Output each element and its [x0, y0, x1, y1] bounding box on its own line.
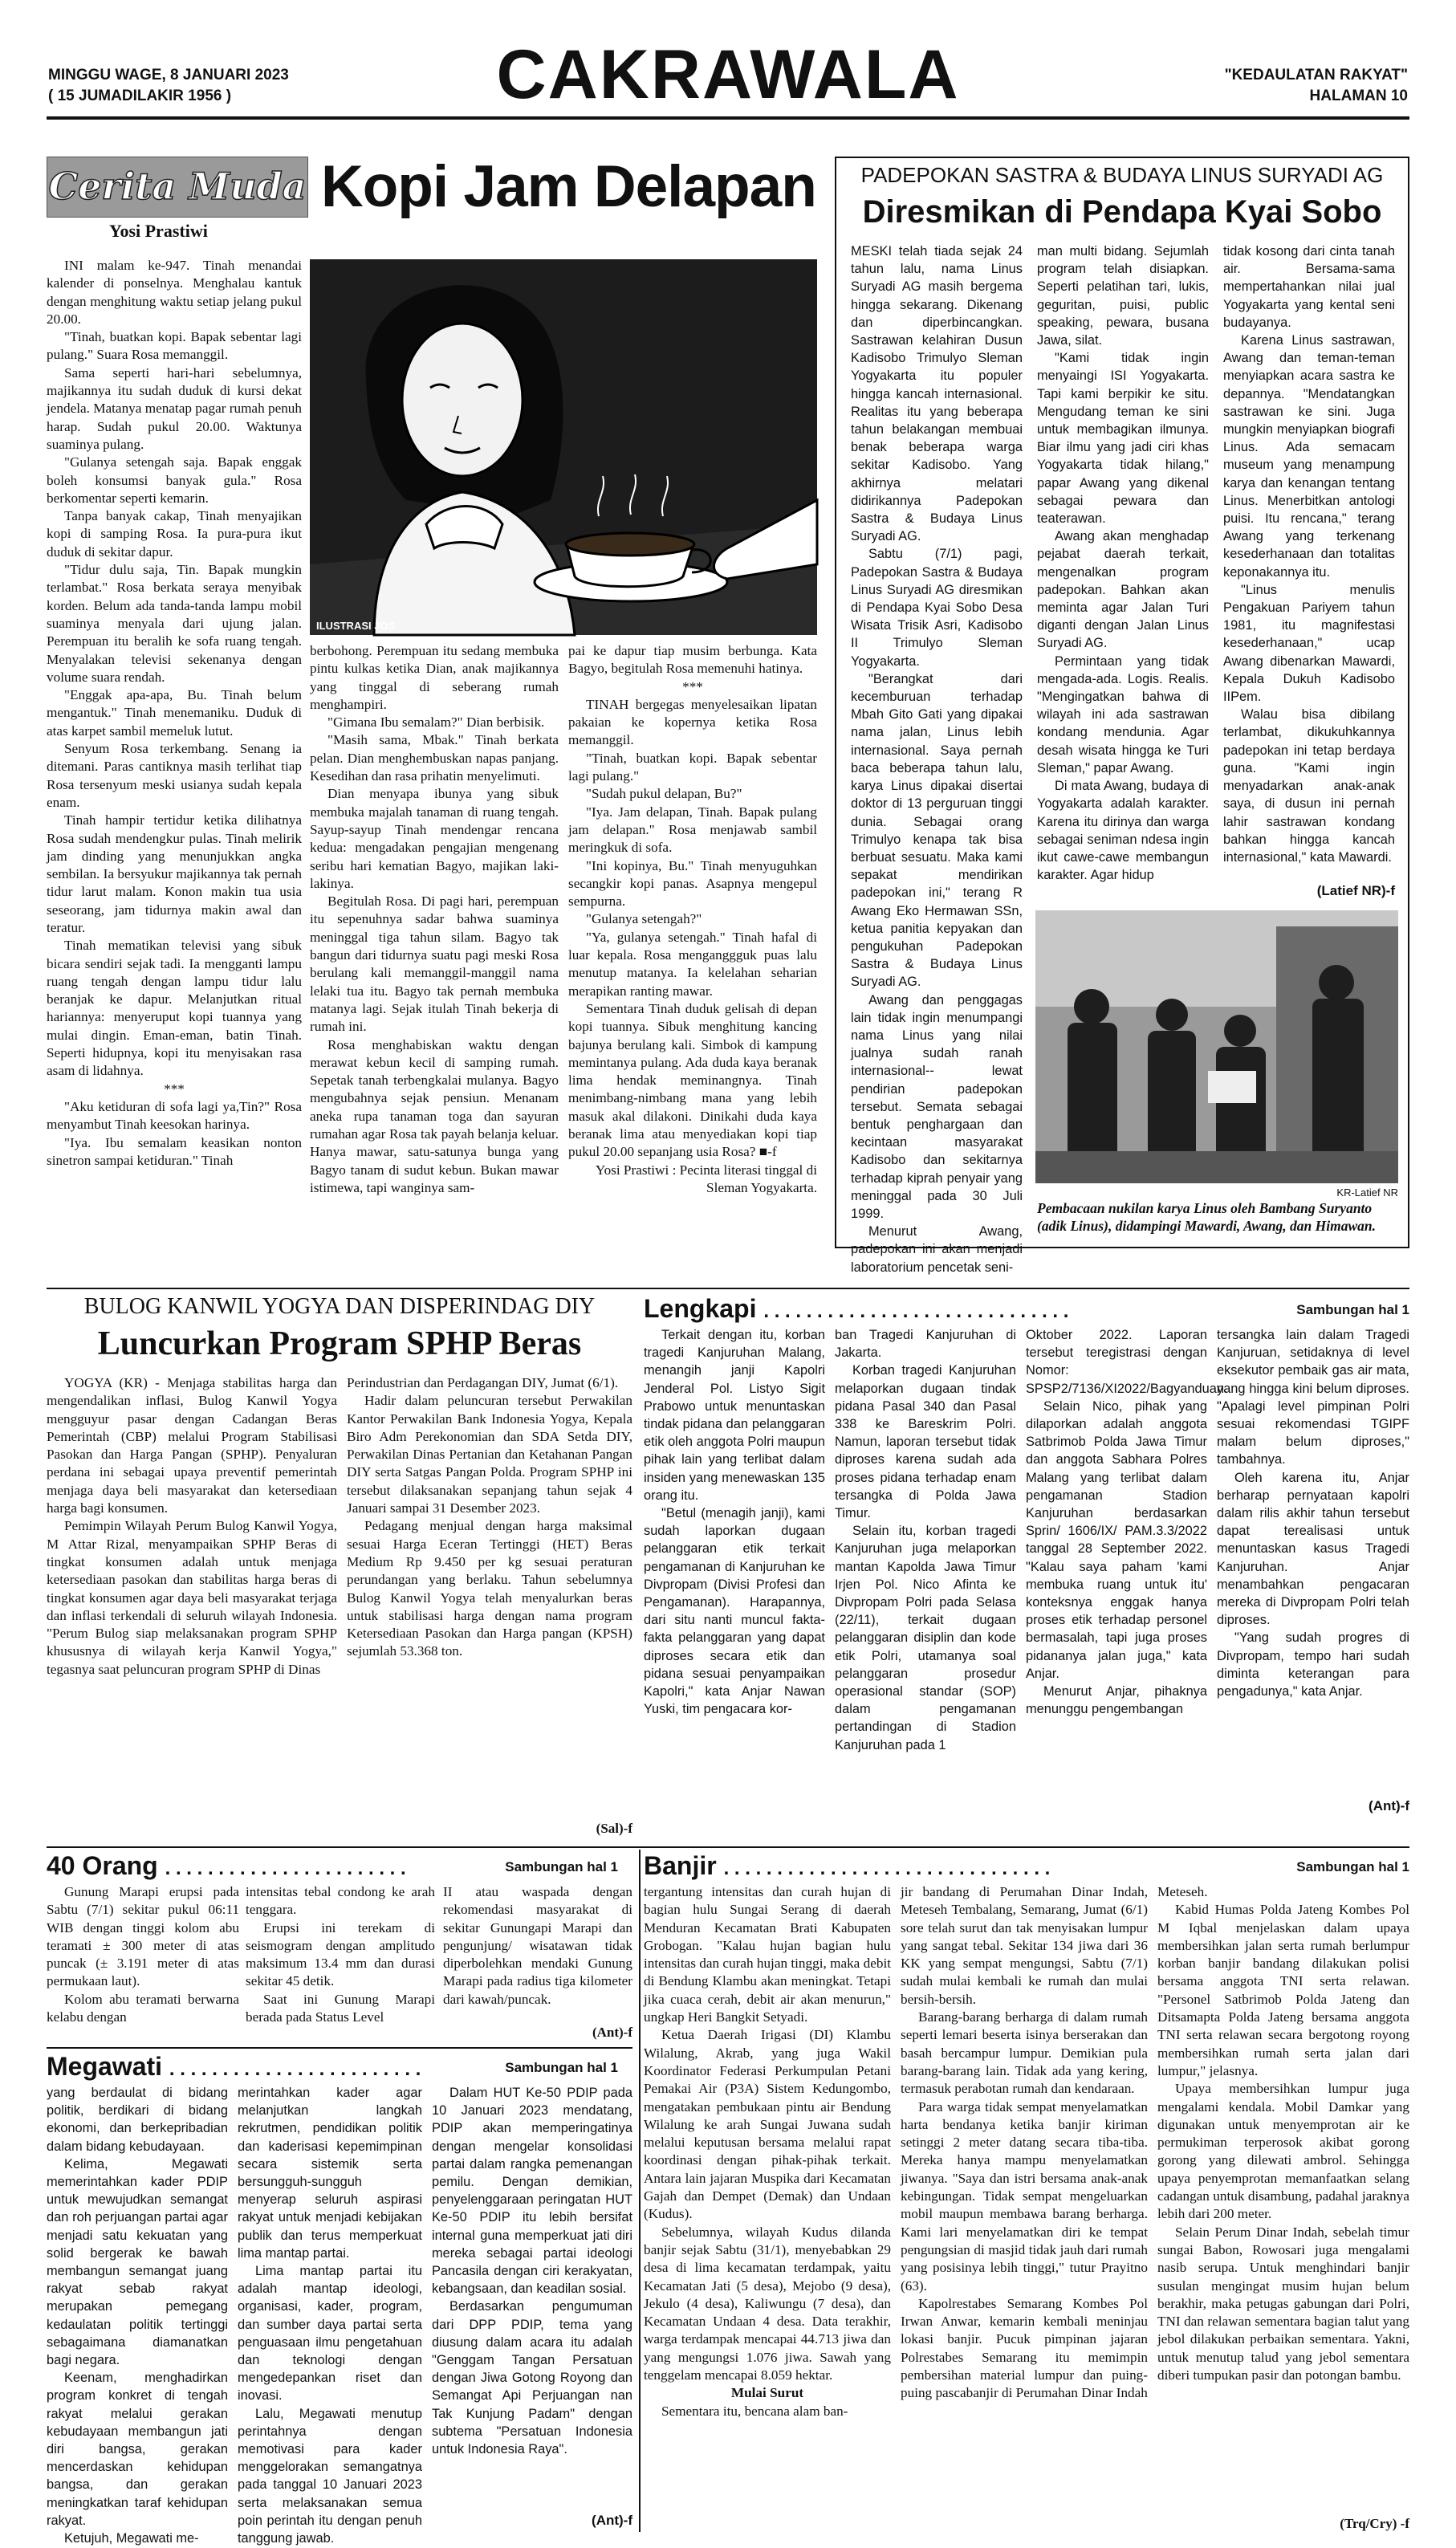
- article-paragraph: Saat ini Gunung Marapi berada pada Status Level: [246, 1991, 435, 2025]
- story-paragraph: Begitulah Rosa. Di pagi hari, perempuan itu sepenuhnya sadar bahwa suaminya meninggal tiga tahun silam. Bagyo tak bangun dari tidurnya suatu pagi meski Rosa berulang kali memanggil-manggil nama lelaki tua itu. Bagyo tak pernah membuka matanya lagi. Sejak itulah Tinah bekerja di rumah ini.: [310, 893, 559, 1035]
- article-paragraph: Terkait dengan itu, korban tragedi Kanjuruhan Malang, menangih janji Kapolri Jenderal Pol. Listyo Sigit Prabowo untuk menuntaskan tindak pidana dan pelanggaran etik oleh anggota Polri maupun pihak lain yang terlibat dalam insiden yang menewaskan 135 orang itu.: [644, 1328, 825, 1503]
- orang40-title-text: 40 Orang: [47, 1851, 158, 1880]
- page-number: HALAMAN 10: [1309, 88, 1408, 104]
- story-paragraph: "Sudah pukul delapan, Bu?": [586, 786, 742, 802]
- megawati-column-2: [238, 2084, 422, 2546]
- article-paragraph: merintahkan kader agar melanjutkan langkah rekrutmen, pendidikan politik dan kaderisasi kepemimpinan secara sistemik serta bersungguh-sungguh menyerap seluruh aspirasi rakyat untuk menjadi kebijakan publik dan terus memperkuat lima mantap partai.: [238, 2086, 422, 2261]
- article-paragraph: II atau waspada dengan rekomendasi masyarakat di sekitar Gunungapi Marapi dan pengunjung/ wisatawan tidak diperbolehkan mendaki Gunung Marapi pada radius tiga kilometer dari kawah/puncak.: [443, 1884, 632, 2007]
- story-column-3: [568, 642, 817, 1248]
- banjir-title-text: Banjir: [644, 1851, 717, 1880]
- article-paragraph: Sebelumnya, wilayah Kudus dilanda banjir sejak Sabtu (31/1), menyebabkan 29 desa di lima kecamatan terdampak, yaitu Kecamatan Jati (5 desa), Mejobo (9 desa), Jekulo (4 desa), Kaliwungu (7 desa), dan Kecamatan Undaan 4 desa. Data terakhir, warga terdampak mencapai 44.713 jiwa dan yang mengungsi 1.076 jiwa. Sawah yang tenggelam mencapai 8.059 hektar.: [644, 2224, 891, 2383]
- article-paragraph: Hadir dalam peluncuran tersebut Perwakilan Kantor Perwakilan Bank Indonesia Yogya, Kepala Biro Adm Perekonomian dan SDA Setda DIY, Perwakilan Dinas Pertanian dan Ketahanan Pangan DIY serta Satgas Pangan Polda. Program SPHP ini tersebut dilaksanakan sepanjang tahun sejak 4 Januari sampai 31 Desember 2023.: [347, 1393, 632, 1516]
- padepokan-column-2: [1037, 242, 1209, 905]
- article-paragraph: Pedagang menjual dengan harga maksimal sesuai Harga Eceran Tertinggi (HET) Beras Medium Rp 9.450 per kg sesuai peraturan perundangan yang berlaku. Tahun sebelumnya Bulog Kanwil Yogya telah menyalurkan beras untuk stabilisasi harga dengan nama program Ketersediaan Pasokan dan Harga pangan (KPSH) sejumlah 53.368 ton.: [347, 1518, 632, 1659]
- article-paragraph: Selain Nico, pihak yang dilaporkan adalah anggota Satbrimob Polda Jawa Timur dan anggota Sabhara Polres Malang yang terlibat dalam pengamanan Stadion Kanjuruhan berdasarkan Sprin/ 1606/IX/ PAM.3.3/2022 tanggal 28 September 2022. "Kalau saya paham 'kami membuka ruang untuk itu' konteksnya enggak hanya proses etik terhadap personel bermasalah, tapi juga proses pidananya jalan juga," kata Anjar.: [1026, 1398, 1207, 1681]
- story-paragraph: Tanpa banyak cakap, Tinah menyajikan kopi di samping Rosa. Ia pura-pura ikut duduk di sekitar dapur.: [47, 508, 302, 560]
- motto: "KEDAULATAN RAKYAT": [1224, 67, 1408, 83]
- article-paragraph: Sabtu (7/1) pagi, Padepokan Sastra & Budaya Linus Suryadi AG diresmikan di Pendapa Kyai Sobo Desa Wisata Trisik Asri, Kadisobo II Trimulyo Sleman Yogyakarta.: [851, 547, 1023, 669]
- article-paragraph: Awang dan penggagas lain tidak ingin menumpangi nama Linus yang nilai jualnya sudah ranah internasional-- lewat pendirian padepokan tersebut. Semata sebagai bentuk penghargaan dan kecintaan masyarakat Kadisobo dan sekitarnya terhadap kiprah penyair yang meninggal pada 30 Juli 1999.: [851, 992, 1023, 1221]
- story-paragraph: "Tidur dulu saja, Tin. Bapak mungkin terlambat." Rosa berkata seraya menyibak korden. Belum ada tanda-tanda lampu mobil suaminya menyala dari ujung jalan. Perempuan itu beralih ke sofa ruang tengah. Menyalakan televisi sekenanya dengan volume suara rendah.: [47, 562, 302, 685]
- section-break: ***: [164, 1081, 185, 1097]
- illustration-credit: ILUSTRASI JOS: [316, 620, 396, 632]
- megawati-title-text: Megawati: [47, 2052, 163, 2081]
- article-paragraph: ban Tragedi Kanjuruhan di Jakarta.: [835, 1328, 1016, 1361]
- story-paragraph: Rosa menghabiskan waktu dengan merawat kebun kecil di samping rumah. Sepetak tanah terbengkalai mulanya. Bagyo mengubahnya sejak pensiun. Menanam aneka rupa tanaman toga dan sayuran rumahan agar Rosa tak payah belanja keluar. Hanya mawar, satu-satunya bunga yang Bagyo tanam di sudut kebun. Bukan mawar istimewa, tapi wanginya sam-: [310, 1036, 559, 1195]
- lengkapi-signature: (Ant)-f: [1369, 1798, 1409, 1813]
- story-paragraph: TINAH bergegas menyelesaikan lipatan pakaian ke kopernya ketika Rosa memanggil.: [568, 696, 817, 748]
- banjir-title: [644, 1850, 1266, 1885]
- story-column-1: [47, 257, 302, 1248]
- lengkapi-continued: Sambungan hal 1: [1296, 1302, 1409, 1317]
- sphp-column-1: [47, 1374, 337, 1840]
- section-break: ***: [682, 678, 703, 694]
- article-paragraph: "Linus menulis Pengakuan Pariyem tahun 1981, itu magnifestasi kesederhanaan," ucap Awang dibenarkan Mawardi, Kepala Dukuh Kadisobo IIPem.: [1223, 582, 1395, 705]
- lengkapi-column-1: [644, 1326, 825, 1840]
- story-title: Kopi Jam Delapan: [321, 154, 816, 219]
- sphp-kicker: BULOG KANWIL YOGYA DAN DISPERINDAG DIY: [83, 1294, 596, 1319]
- story-paragraph: pai ke dapur tiap musim berbunga. Kata Bagyo, begitulah Rosa memenuhi hatinya.: [568, 643, 817, 677]
- article-paragraph: Awang akan menghadap pejabat daerah terkait, mengenalkan program padepokan. Bahkan akan meminta agar Jalan Turi diganti dengan Jalan Linus Suryadi AG.: [1037, 529, 1209, 651]
- story-paragraph: Sama seperti hari-hari sebelumnya, majikannya itu sudah duduk di kursi dekat jendela. Matanya menatap pagar rumah penuh harap. Sudah pukul 20.00. Waktunya suaminya pulang.: [47, 364, 302, 452]
- article-paragraph: Berdasarkan pengumuman dari DPP PDIP, tema yang diusung dalam acara itu adalah "Genggam Tangan Persatuan dengan Jiwa Gotong Royong dan Semangat Api Perjuangan nan Tak Kunjung Padam" dengan subtema "Persatuan Indonesia untuk Indonesia Raya".: [432, 2299, 632, 2457]
- banjir-column-2: [901, 1883, 1148, 2534]
- story-paragraph: "Tinah, buatkan kopi. Bapak sebentar lagi pulang.": [568, 750, 817, 784]
- article-paragraph: Kabid Humas Polda Jateng Kombes Pol M Iqbal menjelaskan dalam upaya membersihkan jalan serta rumah berlumpur korban banjir bandang dilakukan polisi bersama anggota TNI serta relawan. "Personel Satbrimob Polda Jateng dan Ditsamapta Polda Jateng bersama anggota TNI serta relawan secara bergotong royong membersihkan rumah serta jalan dari lumpur," jelasnya.: [1157, 1902, 1409, 2078]
- photo-caption: Pembacaan nukilan karya Linus oleh Bambang Suryanto (adik Linus), didampingi Mawardi, Awang, dan Himawan.: [1037, 1200, 1377, 1234]
- story-paragraph: "Ini kopinya, Bu." Tinah menyuguhkan secangkir kopi panas. Asapnya mengepul sempurna.: [568, 857, 817, 910]
- megawati-continued: Sambungan hal 1: [505, 2060, 618, 2075]
- banjir-column-3: [1157, 1883, 1409, 2517]
- article-paragraph: tergantung intensitas dan curah hujan di bagian hulu Sungai Serang di daerah Menduran Kecamatan Brati Kabupaten Grobogan. "Kalau hujan bagian hulu intensitas dan curah hujan tinggi, maka debit di Bendung Klambu akan meningkat. Tetapi jika cuaca cerah, debit air akan menurun," ungkap Heri Bangkit Setyadi.: [644, 1884, 891, 2025]
- article-paragraph: Selain Perum Dinar Indah, sebelah timur sungai Babon, Rowosari juga mengalami nasib serupa. Untuk menghindari banjir susulan mengingat musim hujan belum berakhir, maka petugas gabungan dari Polri, TNI dan relawan sementara bagian talut yang jebol dilakukan perbaikan sementara. Yakni, untuk menutup talud yang jebol sementara diberi tumpukan pasir dan potongan bambu.: [1157, 2224, 1409, 2383]
- article-paragraph: "Yang sudah progres di Divpropam, tempo hari sudah diminta keterangan para pengadunya," kata Anjar.: [1217, 1630, 1409, 1699]
- header-rule: [47, 116, 1409, 120]
- article-paragraph: Kapolrestabes Semarang Kombes Pol Irwan Anwar, kemarin kembali meninjau lokasi banjir. Pucuk pimpinan jajaran Polrestabes Semarang itu memimpin pembersihan material lumpur dan puing-puing pascabanjir di Perumahan Dinar Indah: [901, 2295, 1148, 2401]
- photo-credit: KR-Latief NR: [1336, 1186, 1398, 1199]
- article-paragraph: Karena Linus sastrawan, Awang dan teman-teman menyiapkan acara sastra ke depannya. "Mendatangkan sastrawan ke sini. Juga mungkin menyiapkan biografi Linus. Ada semacam museum yang menampung karya dan kenangan tentang Linus. Menerbitkan antologi puisi. Itu rencana," terang Awang yang terkenang kesederhanaan dan totalitas keponakannya itu.: [1223, 333, 1395, 580]
- rubric-badge: [47, 157, 308, 218]
- subheading: Mulai Surut: [730, 2385, 804, 2401]
- leader-dots: . . . . . . . . . . . . . . . . . . . . . . . . . . . . .: [763, 1300, 1069, 1322]
- article-paragraph: MESKI telah tiada sejak 24 tahun lalu, nama Linus Suryadi AG masih bergema hingga sekarang. Dikenang dan diperbincangkan. Sastrawan kelahiran Dusun Kadisobo Trimulyo Sleman Yogyakarta itu populer hingga kancah internasional. Realitas itu yang beberapa tahun belakangan membuai benak beberapa warga sekitar Kadisobo. Yang akhirnya melatari didirikannya Padepokan Sastra & Budaya Linus Suryadi AG.: [851, 244, 1023, 544]
- orang40-column-1: [47, 1883, 239, 2044]
- lengkapi-title: [644, 1292, 1266, 1328]
- article-paragraph: Kelima, Megawati memerintahkan kader PDIP untuk mewujudkan semangat dan roh perjuangan partai agar menjadi satu kekuatan yang solid bergerak ke bawah membangun semangat juang rakyat sebab rakyat merupakan pemegang kedaulatan politik tertinggi sebagaimana diamanatkan bagi negara.: [47, 2156, 228, 2368]
- sphp-column-2: [347, 1374, 632, 1840]
- article-paragraph: Lalu, Megawati menutup perintahnya dengan memotivasi para kader menggelorakan semangatnya pada tanggal 10 Januari 2023 serta melaksanakan semua poin perintah itu dengan penuh tanggung jawab.: [238, 2406, 422, 2546]
- story-paragraph: berbohong. Perempuan itu sedang membuka pintu kulkas ketika Dian, anak majikannya yang tinggal di seberang rumah menghampiri.: [310, 643, 559, 712]
- section-rule: [47, 1288, 1409, 1289]
- article-paragraph: Pemimpin Wilayah Perum Bulog Kanwil Yogya, M Attar Rizal, menyampaikan SPHP Beras di tingkat konsumen adalah untuk menjaga ketersediaan pasokan dan stabilitas harga beras di tingkat konsumen agar daya beli masyarakat terjaga dan inflasi terkendali di seluruh wilayah Indonesia. "Perum Bulog siap melaksanakan program SPHP khususnya di wilayah kerja Kanwil Yogya," tegasnya saat peluncuran program SPHP di Dinas: [47, 1518, 337, 1677]
- story-paragraph: "Aku ketiduran di sofa lagi ya,Tin?" Rosa menyambut Tinah keesokan harinya.: [47, 1098, 302, 1133]
- article-paragraph: yang berdaulat di bidang politik, berdikari di bidang ekonomi, dan berkepribadian dalam bidang kebudayaan.: [47, 2086, 228, 2154]
- article-paragraph: YOGYA (KR) - Menjaga stabilitas harga dan mengendalikan inflasi, Bulog Kanwil Yogya mengguyur pasar dengan Cadangan Beras Pemerintah (CBP) melalui Program Stabilisasi Pasokan dan Harga Pangan (SPHP). Penyaluran perdana ini sebagai upaya preventif pemerintah menjaga daya beli masyarakat dan ketersediaan harga bagi konsumen.: [47, 1375, 337, 1516]
- padepokan-title: Diresmikan di Pendapa Kyai Sobo: [862, 194, 1382, 230]
- article-paragraph: Menurut Anjar, pihaknya menunggu pengembangan: [1026, 1684, 1207, 1717]
- article-paragraph: Meteseh.: [1157, 1884, 1208, 1899]
- article-paragraph: man multi bidang. Sejumlah program telah disiapkan. Seperti pelatihan tari, lukis, geguritan, puisi, public speaking, pewara, busana Jawa, silat.: [1037, 244, 1209, 348]
- article-paragraph: Barang-barang berharga di dalam rumah seperti lemari beserta isinya berserakan dan basah bercampur lumpur. Demikian pula barang-barang lain. Tidak ada yang kering, termasuk perabotan rumah dan kendaraan.: [901, 2009, 1148, 2097]
- article-paragraph: Ketujuh, Megawati me-: [64, 2531, 199, 2546]
- article-paragraph: tidak kosong dari cinta tanah air. Bersama-sama mempertahankan nilai jual Yogyakarta yang kental seni budayanya.: [1223, 244, 1395, 330]
- article-paragraph: Menurut Awang, padepokan ini akan menjadi laboratorium pencetak seni-: [851, 1224, 1023, 1275]
- banjir-column-1: [644, 1883, 891, 2534]
- article-paragraph: Di mata Awang, budaya di Yogyakarta adalah karakter. Karena itu dirinya dan warga sebagai seniman ndesa ingin ikut cawe-cawe membangun karakter. Agar hidup: [1037, 779, 1209, 883]
- story-paragraph: "Masih sama, Mbak." Tinah berkata pelan. Dian menghembuskan napas panjang. Kesedihan dan rasa prihatin menyelimuti.: [310, 732, 559, 784]
- author-bio: Yosi Prastiwi : Pecinta literasi tinggal di Sleman Yogyakarta.: [595, 1162, 817, 1195]
- lengkapi-column-4: [1217, 1326, 1409, 1792]
- article-paragraph: "Berangkat dari kecemburuan terhadap Mbah Gito Gati yang dipakai nama jalan, Linus lebih internasional. Saya pernah baca beberapa tahun lalu, karya Linus dipakai disertai doktor di 13 perguruan tinggi dunia. Sebagai orang Trimulyo kenapa tak bisa berbuat sesuatu. Maka kami sepakat mendirikan padepokan ini," terang R Awang Eko Hermawan SSn, ketua panitia kepyakan dan pengukuhan Padepokan Sastra & Budaya Linus Suryadi AG.: [851, 671, 1023, 990]
- megawati-column-3: [432, 2084, 632, 2517]
- orang40-column-2: [246, 1883, 435, 2044]
- article-paragraph: Selain itu, korban tragedi Kanjuruhan juga melaporkan mantan Kapolda Jawa Timur Irjen Pol. Nico Afinta ke Divpropam Polri pada Selasa (22/11), terkait dugaan pelanggaran disiplin dan kode etik Polri, utamanya soal pelanggaran prosedur operasional standar (SOP) dalam pengamanan pertandingan di Stadion Kanjuruhan pada 1: [835, 1524, 1016, 1752]
- article-paragraph: Walau bisa dibilang terlambat, dikukuhkannya padepokan ini tetap berdaya guna. "Kami ingin menyadarkan anak-anak saya, di dusun ini pernah lahir sastrawan kondang bahkan hingga kancah internasional," kata Mawardi.: [1223, 707, 1395, 865]
- sphp-signature: (Sal)-f: [596, 1821, 632, 1836]
- padepokan-signature: (Latief NR)-f: [1316, 883, 1395, 898]
- megawati-column-1: [47, 2084, 228, 2546]
- orang40-column-3: [443, 1883, 632, 2028]
- story-paragraph: "Iya. Jam delapan, Tinah. Bapak pulang jam delapan." Rosa menjawab sambil meringkuk di sofa.: [568, 804, 817, 856]
- lengkapi-title-text: Lengkapi: [644, 1294, 757, 1323]
- article-paragraph: Gunung Marapi erupsi pada Sabtu (7/1) sekitar pukul 06:11 WIB dengan tinggi kolom abu teramati ± 300 meter di atas puncak (± 3.191 meter di atas permukaan laut).: [47, 1884, 239, 1989]
- article-paragraph: Para warga tidak sempat menyelamatkan harta bendanya ketika banjir kiriman setinggi 2 meter datang secara tiba-tiba. Mereka hanya mampu menyelamatkan jiwanya. "Saya dan istri bersama anak-anak kebingungan. Tidak sempat mengeluarkan mobil maupun membawa barang berharga. Kami lari menyelamatkan diri ke tempat pengungsian di masjid tidak jauh dari rumah yang posisinya lebih tinggi," tutur Prayitno (63).: [901, 2098, 1148, 2294]
- banjir-signature: (Trq/Cry) -f: [1340, 2516, 1409, 2531]
- article-paragraph: Kolom abu teramati berwarna kelabu dengan: [47, 1991, 239, 2025]
- story-paragraph: "Tinah, buatkan kopi. Bapak sebentar lagi pulang." Suara Rosa memanggil.: [47, 329, 302, 363]
- padepokan-photo: [1035, 910, 1398, 1183]
- lengkapi-column-2: [835, 1326, 1016, 1840]
- article-paragraph: Oleh karena itu, Anjar berharap pernyataan kapolri dalam rilis akhir tahun tersebut dapat terealisasi untuk menuntaskan kasus Tragedi Kanjuruhan. Anjar menambahkan pengacaran mereka di Divpropam Polri telah diproses.: [1217, 1470, 1409, 1628]
- story-paragraph: "Gulanya setengah?": [586, 911, 702, 927]
- article-paragraph: Ketua Daerah Irigasi (DI) Klambu Wilalung, Akrab, yang juga Wakil Koordinator Federasi Perkumpulan Petani Pemakai Air (P3A) Sistem Kedungombo, mengatakan pembukaan pintu air Bendung Wilalung ke arah Sungai Juwana sudah melalui keputusan bersama melalui rapat koordinasi dengan pihak-pihak terkait. Antara lain jajaran Muspika dari Kecamatan Gajah dan Dempet (Demak) dan Undaan (Kudus).: [644, 2027, 891, 2222]
- article-paragraph: "Kami tidak ingin menyaingi ISI Yogyakarta. Tapi kami berpikir ke situ. Mengudang teman ke sini untuk membagikan ilmunya. Biar ilmu yang jadi ciri khas Yogyakarta tidak hilang," papar Awang yang dikenal sebagai pewara dan teaterawan.: [1037, 351, 1209, 527]
- article-paragraph: Upaya membersihkan lumpur juga mengalami kendala. Mobil Damkar yang digunakan untuk menyemprotan air ke permukiman terperosok akibat gorong gorong yang dilewati ambrol. Sehingga upaya penyemprotan memanfaatkan selang cadangan untuk disambung, padahal jaraknya lebih dari 200 meter.: [1157, 2081, 1409, 2222]
- story-illustration: [310, 259, 817, 635]
- padepokan-kicker: PADEPOKAN SASTRA & BUDAYA LINUS SURYADI AG: [860, 163, 1384, 187]
- article-paragraph: Korban tragedi Kanjuruhan melaporkan dugaan tindak pidana Pasal 340 dan Pasal 338 ke Bareskrim Polri. Namun, laporan tersebut tidak diproses karena sudah ada proses pidana terhadap enam tersangka di Polda Jawa Timur.: [835, 1363, 1016, 1521]
- article-paragraph: intensitas tebal condong ke arah tenggara.: [246, 1884, 435, 1918]
- article-paragraph: Permintaan yang tidak mengada-ada. Logis. Realis. "Mengingatkan bahwa di wilayah ini ada sastrawan kondang mendunia. Agar desah wisata hingga ke Turi Sleman," papar Awang.: [1037, 653, 1209, 775]
- story-paragraph: "Gimana Ibu semalam?" Dian berbisik.: [327, 714, 545, 731]
- story-paragraph: "Ya, gulanya setengah." Tinah hafal di luar kepala. Rosa menganggguk puas lalu menutup matanya. Ia kelelahan seharian merapikan ranting mawar.: [568, 929, 817, 999]
- padepokan-column-1: [851, 242, 1023, 1275]
- megawati-signature: (Ant)-f: [592, 2513, 632, 2528]
- story-column-2: [310, 642, 559, 1248]
- rubric-label: Cerita Muda: [48, 165, 307, 208]
- article-paragraph: jir bandang di Perumahan Dinar Indah, Meteseh Tembalang, Semarang, Jumat (6/1) sore telah surut dan tak menyisakan lumpur yang sangat tebal. Sekitar 134 jiwa dari 36 KK yang sempat mengungsi, Sabtu (7/1) sudah mulai kembali ke rumah dan mulai bersih-bersih.: [901, 1884, 1148, 2007]
- story-paragraph: Tinah mematikan televisi yang sibuk bicara sendiri sejak tadi. Ia mengganti lampu ruang tengah dengan lampu tidur lalu beranjak ke dapur. Melanjutkan ritual hariannya: menyeruput kopi tuannya yang mulai dingin. Eman-eman, batin Tinah. Seperti hidupnya, kopi itu menyisakan rasa asam di lidahnya.: [47, 938, 302, 1079]
- padepokan-column-3: [1223, 242, 1395, 865]
- sphp-title: Luncurkan Program SPHP Beras: [97, 1325, 582, 1362]
- story-paragraph: Dian menyapa ibunya yang sibuk membuka majalah tanaman di ruang tengah. Sayup-sayup Tinah mendengar rencana kedua: mengadakan pengajian mengenang seribu hari kematian Bagyo, majikan laki-lakinya.: [310, 786, 559, 891]
- article-paragraph: Perindustrian dan Perdagangan DIY, Jumat (6/1).: [347, 1375, 619, 1390]
- article-paragraph: Dalam HUT Ke-50 PDIP pada 10 Januari 2023 mendatang, PDIP akan memperingatinya dengan mengelar konsolidasi partai dalam rangka pemenangan pemilu. Dengan demikian, penyelenggaraan peringatan HUT Ke-50 PDIP itu lebih bersifat internal guna memperkuat jati diri mereka sebagai partai ideologi Pancasila dengan ciri kerakyatan, kebangsaan, dan keadilan sosial.: [432, 2086, 632, 2297]
- column-rule: [639, 1850, 641, 2532]
- article-paragraph: Keenam, menghadirkan program konkret di tengah rakyat melalui gerakan kebudayaan membangun jati diri bangsa, gerakan mencerdaskan kehidupan bangsa, dan gerakan meningkatkan taraf kehidupan rakyat.: [47, 2371, 228, 2528]
- story-paragraph: "Gulanya setengah saja. Bapak enggak boleh konsumsi banyak gula." Rosa berkomentar seperti kemarin.: [47, 454, 302, 506]
- section-rule: [47, 1846, 1409, 1848]
- article-paragraph: Erupsi ini terekam di seismogram dengan amplitudo maksimum 13.4 mm dan durasi sekitar 45 detik.: [246, 1919, 435, 1989]
- leader-dots: . . . . . . . . . . . . . . . . . . . . . . . . . . . . . . .: [723, 1858, 1051, 1879]
- story-paragraph: "Enggak apa-apa, Bu. Tinah belum mengantuk." Tinah menemaniku. Duduk di atas karpet sambil memeluk lutut.: [47, 687, 302, 739]
- article-paragraph: tersangka lain dalam Tragedi Kanjuruan, setidaknya di level eksekutor pembaik gas air mata, yang hingga kini belum diproses. "Apalagi level pimpinan Polri sesuai rekomendasi TGIPF malam belum diproses," tambahnya.: [1217, 1328, 1409, 1467]
- story-paragraph: Tinah hampir tertidur ketika dilihatnya Rosa sudah mendengkur pulas. Tinah melirik jam dinding yang menunjukkan angka sembilan. Ia bersyukur majikannya tak pernah tidur larut malam. Konon makin tua usia seseorang, jam tidurnya makin awal dan teratur.: [47, 812, 302, 935]
- lengkapi-column-3: [1026, 1326, 1228, 1840]
- orang40-title: [47, 1850, 496, 1885]
- leader-dots: . . . . . . . . . . . . . . . . . . . . . . . .: [169, 2058, 421, 2080]
- story-paragraph: "Iya. Ibu semalam keasikan nonton sinetron sampai ketiduran." Tinah: [47, 1134, 302, 1168]
- orang40-continued: Sambungan hal 1: [505, 1859, 618, 1874]
- banjir-continued: Sambungan hal 1: [1296, 1859, 1409, 1874]
- edition-date: MINGGU WAGE, 8 JANUARI 2023: [48, 67, 289, 83]
- orang40-signature: (Ant)-f: [592, 2025, 632, 2040]
- section-rule: [47, 2047, 632, 2049]
- masthead: CAKRAWALA: [496, 36, 960, 113]
- article-paragraph: Lima mantap partai itu adalah mantap ideologi, organisasi, kader, program, dan sumber daya partai serta penguasaan ilmu pengetahuan dan teknologi dengan mengedepankan riset dan inovasi.: [238, 2264, 422, 2404]
- story-author: Yosi Prastiwi: [109, 221, 208, 241]
- story-paragraph: INI malam ke-947. Tinah menandai kalender di ponselnya. Menghalau kantuk dengan menghitung waktu setiap jelang pukul 20.00.: [47, 258, 302, 327]
- story-paragraph: Sementara Tinah duduk gelisah di depan kopi tuannya. Sibuk menghitung kancing bajunya berulang kali. Simbok di kampung memintanya pulang. Ada duda kaya beranak lima hendak meminangnya. Tinah menimbang-nimbang mana yang lebih masuk akal dilakoni. Dinikahi duda kaya beranak lima atau menyediakan kopi tiap pukul 20.00 sepanjang usia Rosa? ■-f: [568, 1000, 817, 1160]
- leader-dots: . . . . . . . . . . . . . . . . . . . . . . .: [165, 1858, 406, 1879]
- article-paragraph: Sementara itu, bencana alam ban-: [661, 2403, 848, 2419]
- hijri-date: ( 15 JUMADILAKIR 1956 ): [48, 88, 232, 104]
- article-paragraph: Oktober 2022. Laporan tersebut teregistrasi dengan Nomor: SPSP2/7136/XI2022/Bagyanduan.: [1026, 1328, 1228, 1396]
- article-paragraph: "Betul (menagih janji), kami sudah laporkan dugaan pelanggaran etik terkait pengamanan di Kanjuruhan ke Divpropam (Divisi Profesi dan Pengamanan). Harapannya, dari situ nanti muncul fakta-fakta pelanggaran yang dapat diproses secara etik dan pidana sesuai penyampaikan Kapolri," kata Anjar Nawan Yuski, tim pengacara kor-: [644, 1506, 825, 1717]
- megawati-title: [47, 2050, 496, 2086]
- story-paragraph: Senyum Rosa terkembang. Senang ia ditemani. Paras cantiknya masih terlihat tiap Rosa tersenyum meski usianya sudah kepala enam.: [47, 741, 302, 810]
